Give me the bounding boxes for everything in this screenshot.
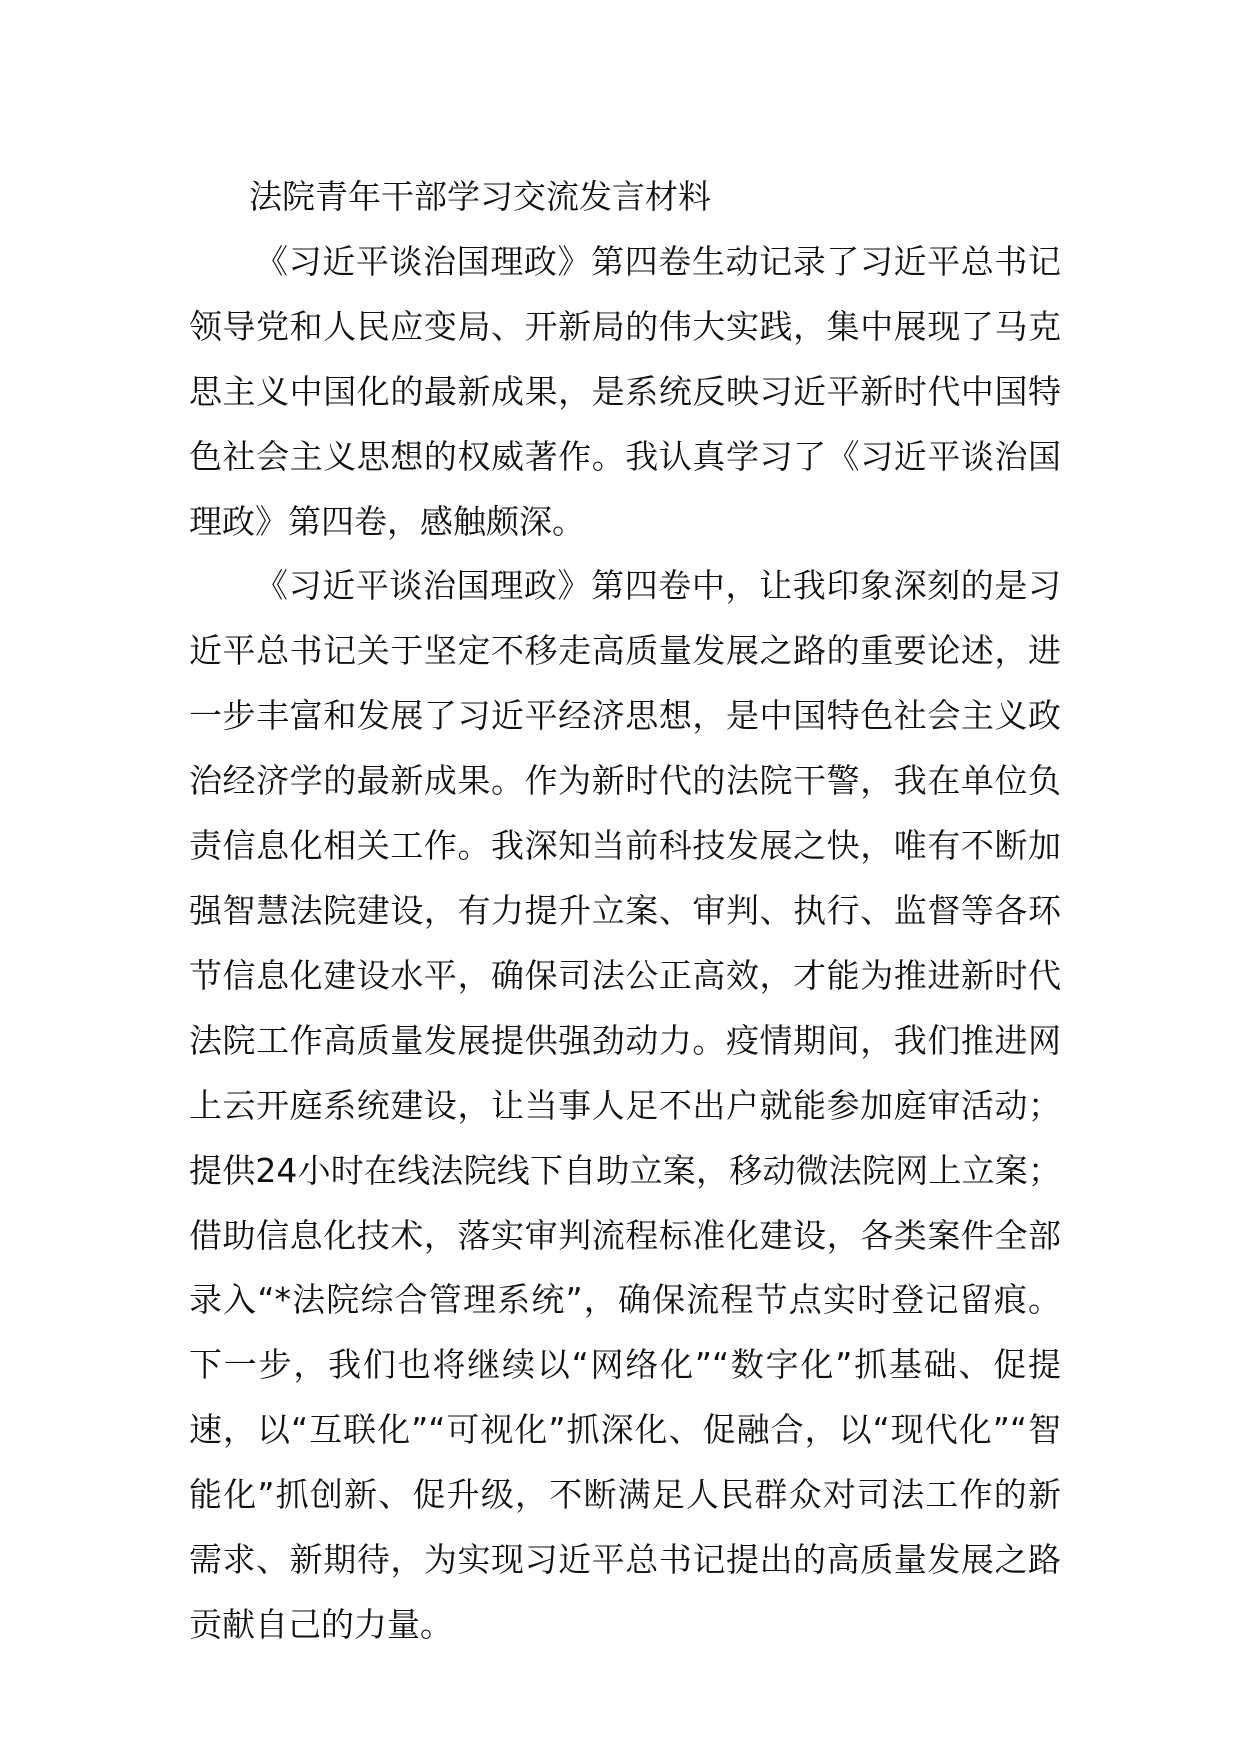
paragraph-main: 《习近平谈治国理政》第四卷中，让我印象深刻的是习近平总书记关于坚定不移走高质量发展之路的重要论述，进一步丰富和发展了习近平经济思想，是中国特色社会主义政治经济学的最新成果。作为新时代的法院干警，我在单位负责信息化相关工作。我深知当前科技发展之快，唯有不断加强智慧法院建设，有力提升立案、审判、执行、监督等各环节信息化建设水平，确保司法公正高效，才能为推进新时代法院工作高质量发展提供强劲动力。疫情期间，我们推进网上云开庭系统建设，让当事人足不出户就能参加庭审活动；提供24小时在线法院线下自助立案，移动微法院网上立案；借助信息化技术，落实审判流程标准化建设，各类案件全部录入“*法院综合管理系统”，确保流程节点实时登记留痕。下一步，我们也将继续以“网络化”“数字化”抓基础、促提速，以“互联化”“可视化”抓深化、促融合，以“现代化”“智能化”抓创新、促升级，不断满足人民群众对司法工作的新需求、新期待，为实现习近平总书记提出的高质量发展之路贡献自己的力量。 xyxy=(189,566,1061,1644)
document-body xyxy=(189,165,1061,1658)
document-title: 法院青年干部学习交流发言材料 xyxy=(249,177,711,216)
paragraph-intro: 《习近平谈治国理政》第四卷生动记录了习近平总书记领导党和人民应变局、开新局的伟大实践，集中展现了马克思主义中国化的最新成果，是系统反映习近平新时代中国特色社会主义思想的权威著作。我认真学习了《习近平谈治国理政》第四卷，感触颇深。 xyxy=(189,241,1061,541)
